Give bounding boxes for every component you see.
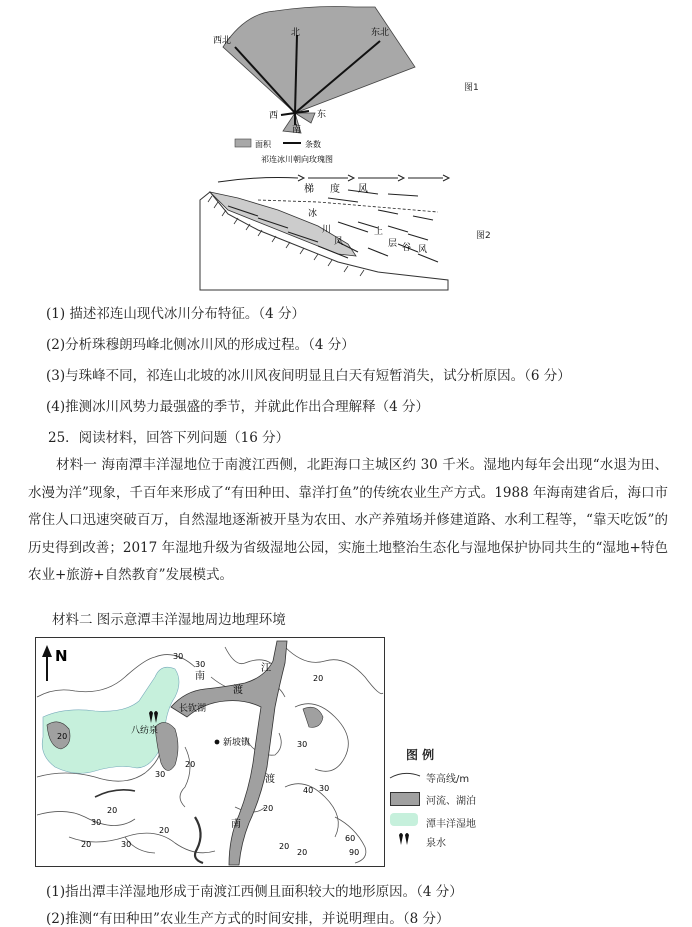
upper-wind-char-1: 梯 — [304, 184, 314, 195]
valley-wind-char-3: 谷 — [402, 243, 412, 253]
dir-w-label: 西 — [269, 111, 279, 121]
question-25-title: 25．阅读材料，回答下列问题（16 分） — [48, 430, 290, 446]
legend-spring-icon — [398, 832, 412, 846]
wetland-map — [35, 637, 385, 867]
dir-e-label: 东 — [317, 110, 327, 120]
upper-wind-char-2: 度 — [330, 184, 340, 195]
svg-text:30: 30 — [155, 770, 166, 779]
svg-text:30: 30 — [173, 652, 184, 661]
rose-area-sector — [223, 7, 415, 114]
legend-spring-label: 泉水 — [426, 838, 446, 849]
legend-river-label: 河流、湖泊 — [426, 796, 476, 807]
rose-line-w — [281, 113, 295, 115]
svg-text:20: 20 — [107, 806, 118, 815]
svg-text:30: 30 — [319, 784, 330, 793]
question-24-4: (4)推测冰川风势力最强盛的季节，并就此作出合理解释（4 分） — [46, 399, 430, 415]
legend-area-label: 面积 — [255, 140, 271, 149]
dir-n-label: 北 — [291, 28, 301, 38]
legend-count-label: 条数 — [305, 140, 321, 149]
svg-text:20: 20 — [57, 732, 68, 741]
glacier-wind-char-2: 川 — [322, 225, 332, 235]
changqinhu-label: 长钦湖 — [179, 704, 207, 714]
valley-wind-char-1: 上 — [374, 227, 384, 237]
question-24-1: (1) 描述祁连山现代冰川分布特征。（4 分） — [46, 306, 306, 322]
svg-text:30: 30 — [297, 740, 308, 749]
gradient-wind-arrows — [218, 178, 443, 183]
north-label: N — [55, 647, 68, 665]
svg-text:20: 20 — [185, 760, 196, 769]
svg-text:90: 90 — [349, 848, 360, 857]
wind-boundary-dashed — [258, 200, 438, 212]
upper-wind-char-3: 风 — [358, 184, 368, 195]
xinpo-label: 新坡镇 — [223, 738, 251, 748]
fig1-label: 图1 — [464, 83, 479, 93]
dir-nw-label: 西北 — [213, 36, 232, 46]
material-1-paragraph: 材料一 海南潭丰洋湿地位于南渡江西侧，北距海口主城区约 30 千米。湿地内每年会出现“水退为田、水漫为洋”现象，千百年来形成了“有田种田、靠洋打鱼”的传统农业生产方式。1988 年海南建省后，海口市常住人口迅速突破百万，自然湿地逐渐被开垦为农田、水产养殖场并修建道路、水利工程等，“靠天吃饭”的历史得到改善；2017 年湿地升级为省级湿地公园，实施土地整治生态化与湿地保护协同共生的“湿地+特色农业+旅游+自然教育”发展模式。 — [28, 457, 668, 583]
glacier-wind-char-3: 风 — [334, 237, 344, 247]
legend-title-text: 图 例 — [406, 748, 435, 762]
svg-text:20: 20 — [263, 804, 274, 813]
legend-wetland-swatch — [390, 813, 418, 826]
legend-contour-label: 等高线/m — [426, 774, 470, 785]
legend-river-swatch — [390, 792, 420, 806]
river-char-2: 渡 — [233, 685, 243, 696]
svg-text:20: 20 — [81, 840, 92, 849]
river-char-1: 南 — [195, 671, 205, 682]
bafangquan-label: 八纺泉 — [131, 726, 159, 736]
svg-text:60: 60 — [345, 834, 356, 843]
legend-wetland-label: 潭丰洋湿地 — [426, 819, 476, 830]
river-char-3: 江 — [261, 663, 271, 674]
svg-text:20: 20 — [159, 826, 170, 835]
xinpo-dot — [215, 740, 220, 745]
question-25-1: (1)指出潭丰洋湿地形成于南渡江西侧且面积较大的地形原因。（4 分） — [46, 884, 463, 900]
rose-area-se — [295, 113, 315, 123]
dir-s-label: 南 — [292, 125, 302, 135]
question-24-3: (3)与珠峰不同，祁连山北坡的冰川风夜间明显且白天有短暂消失，试分析原因。（6 分） — [46, 368, 571, 384]
dir-ne-label: 东北 — [371, 28, 390, 38]
svg-text:40: 40 — [303, 786, 314, 795]
svg-text:20: 20 — [279, 842, 290, 851]
valley-wind-char-2: 层 — [388, 239, 398, 249]
valley-wind-char-4: 风 — [418, 245, 428, 255]
svg-text:30: 30 — [121, 840, 132, 849]
svg-text:20: 20 — [297, 848, 308, 857]
svg-text:20: 20 — [313, 674, 324, 683]
legend-area-swatch — [235, 139, 251, 147]
question-25-2: (2)推测“有田种田”农业生产方式的时间安排，并说明理由。（8 分） — [46, 911, 450, 927]
river-char-4: 南 — [231, 819, 241, 830]
fig1-caption: 祁连冰川朝向玫瑰图 — [261, 155, 333, 164]
river-char-5: 渡 — [265, 774, 275, 785]
glacier-wind-char-1: 冰 — [308, 209, 318, 219]
upper-valley-wind-arrows — [328, 190, 418, 202]
legend-contour-swatch — [388, 770, 422, 780]
fig2-label: 图2 — [476, 231, 491, 241]
svg-text:30: 30 — [91, 818, 102, 827]
material-2-heading: 材料二 图示意潭丰洋湿地周边地理环境 — [52, 612, 286, 628]
question-24-2: (2)分析珠穆朗玛峰北侧冰川风的形成过程。（4 分） — [46, 337, 355, 353]
svg-text:30: 30 — [195, 660, 206, 669]
glacier-wind-profile — [198, 172, 458, 292]
glacier-rose-diagram — [205, 5, 435, 165]
